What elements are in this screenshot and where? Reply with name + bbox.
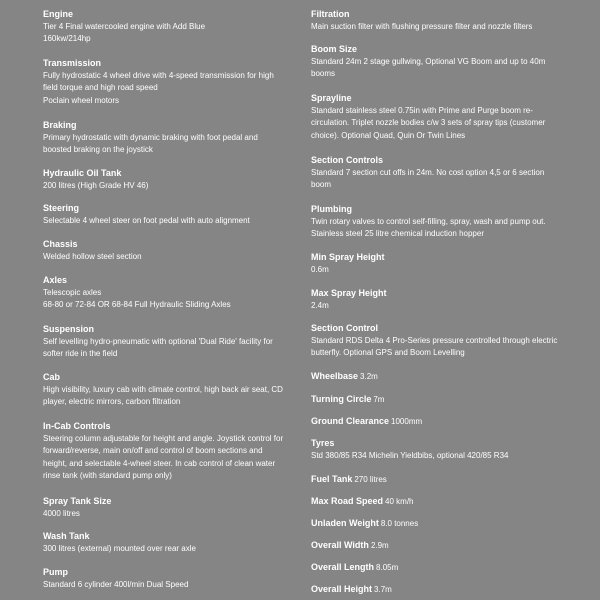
spec-title-text: Cab [43, 372, 61, 382]
spec-title [43, 495, 293, 507]
spec-description-line: 300 litres (external) mounted over rear axle [43, 544, 196, 553]
spec-description [43, 251, 293, 263]
spec-description [43, 215, 293, 227]
spec-description [311, 335, 563, 360]
spec-braking [43, 119, 293, 157]
spec-description-line: boosted braking on the joystick [43, 145, 153, 155]
spec-unladen-weight [311, 517, 563, 530]
spec-title [43, 566, 293, 578]
spec-value: 2.9m [370, 541, 389, 550]
spec-value: 270 litres [354, 475, 387, 484]
spec-title-text: Filtration [311, 9, 350, 19]
spec-max-spray-height [311, 287, 563, 312]
spec-description-line: Stainless steel 25 litre chemical induction hopper [311, 229, 484, 239]
spec-chassis [43, 238, 293, 263]
spec-title-text: Engine [43, 9, 74, 19]
spec-value: 1000mm [391, 417, 423, 426]
spec-value: 8.0 tonnes [380, 519, 419, 528]
spec-title [311, 561, 563, 574]
spec-title-text: Fuel Tank [311, 474, 353, 484]
spec-title-text: Plumbing [311, 204, 352, 214]
spec-description-line: rinse tank (with standard pump only) [43, 470, 172, 480]
spec-description-line: Standard 7 section cut offs in 24m. No cost option 4,5 or 6 section [311, 168, 545, 177]
spec-boom-size [311, 43, 563, 81]
spec-description-line: Std 380/85 R34 Michelin Yieldbibs, optional 420/85 R34 [311, 451, 509, 460]
spec-in-cab-controls [43, 420, 293, 482]
spec-description [43, 132, 293, 157]
spec-title-text: Chassis [43, 239, 78, 249]
spec-description-line: Standard stainless steel 0.75in with Prime and Purge boom re- [311, 106, 533, 115]
spec-fuel-tank [311, 473, 563, 486]
spec-title-text: Tyres [311, 438, 335, 448]
spec-description [43, 508, 293, 520]
spec-section-controls [311, 154, 563, 192]
spec-transmission [43, 57, 293, 107]
spec-description-line: 2.4m [311, 301, 329, 310]
spec-tyres [311, 437, 563, 462]
spec-title [311, 92, 563, 104]
spec-sprayline [311, 92, 563, 142]
spec-title [311, 154, 563, 166]
spec-max-road-speed [311, 495, 563, 508]
spec-value: 3.7m [374, 585, 392, 594]
spec-description-line: Primary hydrostatic with dynamic braking with foot pedal and [43, 133, 258, 142]
spec-title [311, 473, 563, 486]
spec-title [311, 583, 563, 596]
spec-description-line: High visibility, luxury cab with climate control, high back air seat, CD [43, 385, 283, 394]
spec-description-line: height, and selectable 4-wheel steer. In cab control of clean water [43, 458, 276, 468]
spec-title [311, 370, 563, 383]
spec-title-text: Suspension [43, 324, 95, 334]
spec-description-line: Standard 6 cylinder 400l/min Dual Speed [43, 580, 189, 589]
spec-title-text: Max Spray Height [311, 288, 387, 298]
spec-title-text: Overall Width [311, 540, 369, 550]
spec-title-text: Axles [43, 275, 68, 285]
spec-section-control [311, 322, 563, 360]
spec-title-text: Overall Height [311, 584, 373, 594]
spec-hydraulic-oil-tank [43, 167, 293, 192]
spec-title-text: Pump [43, 567, 69, 577]
spec-title [43, 371, 293, 383]
spec-description-line: 0.6m [311, 265, 329, 274]
spec-description [43, 180, 293, 192]
spec-wheelbase [311, 370, 563, 383]
spec-title-text: Max Road Speed [311, 496, 384, 506]
spec-description-line: forward/reverse, main on/off and control of boom sections and [43, 446, 263, 456]
spec-description-line: Self levelling hydro-pneumatic with optional 'Dual Ride' facility for [43, 337, 273, 346]
spec-title [43, 119, 293, 131]
spec-description-line: Standard RDS Delta 4 Pro-Series pressure controlled through electric [311, 336, 558, 345]
spec-description [43, 433, 293, 482]
spec-title-text: Boom Size [311, 44, 358, 54]
spec-title [43, 274, 293, 286]
spec-description-line: Welded hollow steel section [43, 252, 142, 261]
spec-cab [43, 371, 293, 409]
spec-title-text: Sprayline [311, 93, 352, 103]
spec-title-text: In-Cab Controls [43, 421, 111, 431]
spec-title-text: Steering [43, 203, 80, 213]
spec-description-line: choice). Optional Quad, Quin Or Twin Lines [311, 130, 466, 140]
spec-title [43, 238, 293, 250]
spec-title-text: Section Controls [311, 155, 384, 165]
spec-suspension [43, 323, 293, 361]
spec-description [43, 579, 293, 591]
spec-description [311, 300, 563, 312]
spec-title-text: Turning Circle [311, 394, 372, 404]
spec-value: 40 km/h [385, 497, 414, 506]
spec-title [311, 251, 563, 263]
spec-title-text: Min Spray Height [311, 252, 385, 262]
spec-filtration [311, 8, 563, 33]
spec-title-text: Spray Tank Size [43, 496, 112, 506]
spec-turning-circle [311, 393, 563, 406]
spec-description [311, 216, 563, 241]
spec-value: 3.2m [360, 372, 378, 381]
spec-description-line: 4000 litres [43, 509, 80, 518]
spec-title [43, 57, 293, 69]
spec-title [311, 43, 563, 55]
spec-description-line: Fully hydrostatic 4 wheel drive with 4-speed transmission for high [43, 71, 274, 80]
spec-description-line: Main suction filter with flushing pressure filter and nozzle filters [311, 22, 533, 31]
spec-title [311, 8, 563, 20]
spec-description-line: field torque and high road speed [43, 83, 158, 93]
spec-description-line: boom [311, 180, 332, 190]
spec-title-text: Braking [43, 120, 77, 130]
spec-title [311, 539, 563, 552]
spec-title [43, 8, 293, 20]
spec-title [311, 415, 563, 428]
spec-title-text: Overall Length [311, 562, 375, 572]
spec-title [43, 420, 293, 432]
spec-description [43, 336, 293, 361]
spec-description-line: 160kw/214hp [43, 34, 91, 44]
spec-description-line: Standard 24m 2 stage gullwing, Optional VG Boom and up to 40m [311, 57, 546, 66]
spec-title [311, 495, 563, 508]
spec-description-line: Telescopic axles [43, 288, 102, 297]
spec-title [43, 167, 293, 179]
spec-description-line: player, electric mirrors, carbon filtration [43, 397, 181, 407]
spec-title-text: Transmission [43, 58, 102, 68]
spec-steering [43, 202, 293, 227]
spec-title-text: Wash Tank [43, 531, 90, 541]
spec-description [311, 264, 563, 276]
spec-title-text: Wheelbase [311, 371, 359, 381]
spec-description [311, 105, 563, 142]
spec-description-line: Steering column adjustable for height and angle. Joystick control for [43, 434, 284, 443]
spec-description-line: butterfly. Optional GPS and Boom Levelling [311, 348, 465, 358]
spec-description [43, 384, 293, 409]
spec-description [311, 21, 563, 33]
spec-description [43, 287, 293, 312]
spec-description-line: 68-80 or 72-84 OR 68-84 Full Hydraulic Sliding Axles [43, 300, 231, 310]
spec-title [311, 203, 563, 215]
spec-title [311, 322, 563, 334]
spec-description [43, 70, 293, 107]
spec-description-line: Poclain wheel motors [43, 95, 120, 105]
spec-description [311, 167, 563, 192]
spec-wash-tank [43, 530, 293, 555]
spec-pump [43, 566, 293, 591]
spec-description [43, 21, 293, 46]
spec-description-line: softer ride in the field [43, 349, 118, 359]
spec-engine [43, 8, 293, 46]
spec-title [43, 202, 293, 214]
spec-description-line: 200 litres (High Grade HV 46) [43, 181, 149, 190]
spec-value: 8.05m [376, 563, 399, 572]
spec-overall-length [311, 561, 563, 574]
spec-title [311, 437, 563, 449]
spec-title-text: Section Control [311, 323, 378, 333]
spec-title [43, 323, 293, 335]
spec-title [311, 287, 563, 299]
spec-description [43, 543, 293, 555]
spec-overall-width [311, 539, 563, 552]
spec-title-text: Hydraulic Oil Tank [43, 168, 122, 178]
spec-title [311, 517, 563, 530]
spec-plumbing [311, 203, 563, 241]
spec-description [311, 56, 563, 81]
spec-axles [43, 274, 293, 312]
spec-title [311, 393, 563, 406]
spec-description-line: booms [311, 69, 336, 79]
spec-min-spray-height [311, 251, 563, 276]
spec-value: 7m [373, 395, 385, 404]
spec-title [43, 530, 293, 542]
spec-overall-height [311, 583, 563, 596]
spec-description-line: Selectable 4 wheel steer on foot pedal with auto alignment [43, 216, 250, 225]
spec-title-text: Ground Clearance [311, 416, 390, 426]
spec-description-line: Twin rotary valves to control self-filling, spray, wash and pump out. [311, 217, 546, 226]
spec-description-line: Tier 4 Final watercooled engine with Add Blue [43, 22, 206, 31]
spec-spray-tank-size [43, 495, 293, 520]
spec-ground-clearance [311, 415, 563, 428]
spec-description-line: circulation. Triplet nozzle bodies c/w 3 sets of spray tips (customer [311, 118, 546, 128]
spec-description [311, 450, 563, 462]
spec-title-text: Unladen Weight [311, 518, 379, 528]
